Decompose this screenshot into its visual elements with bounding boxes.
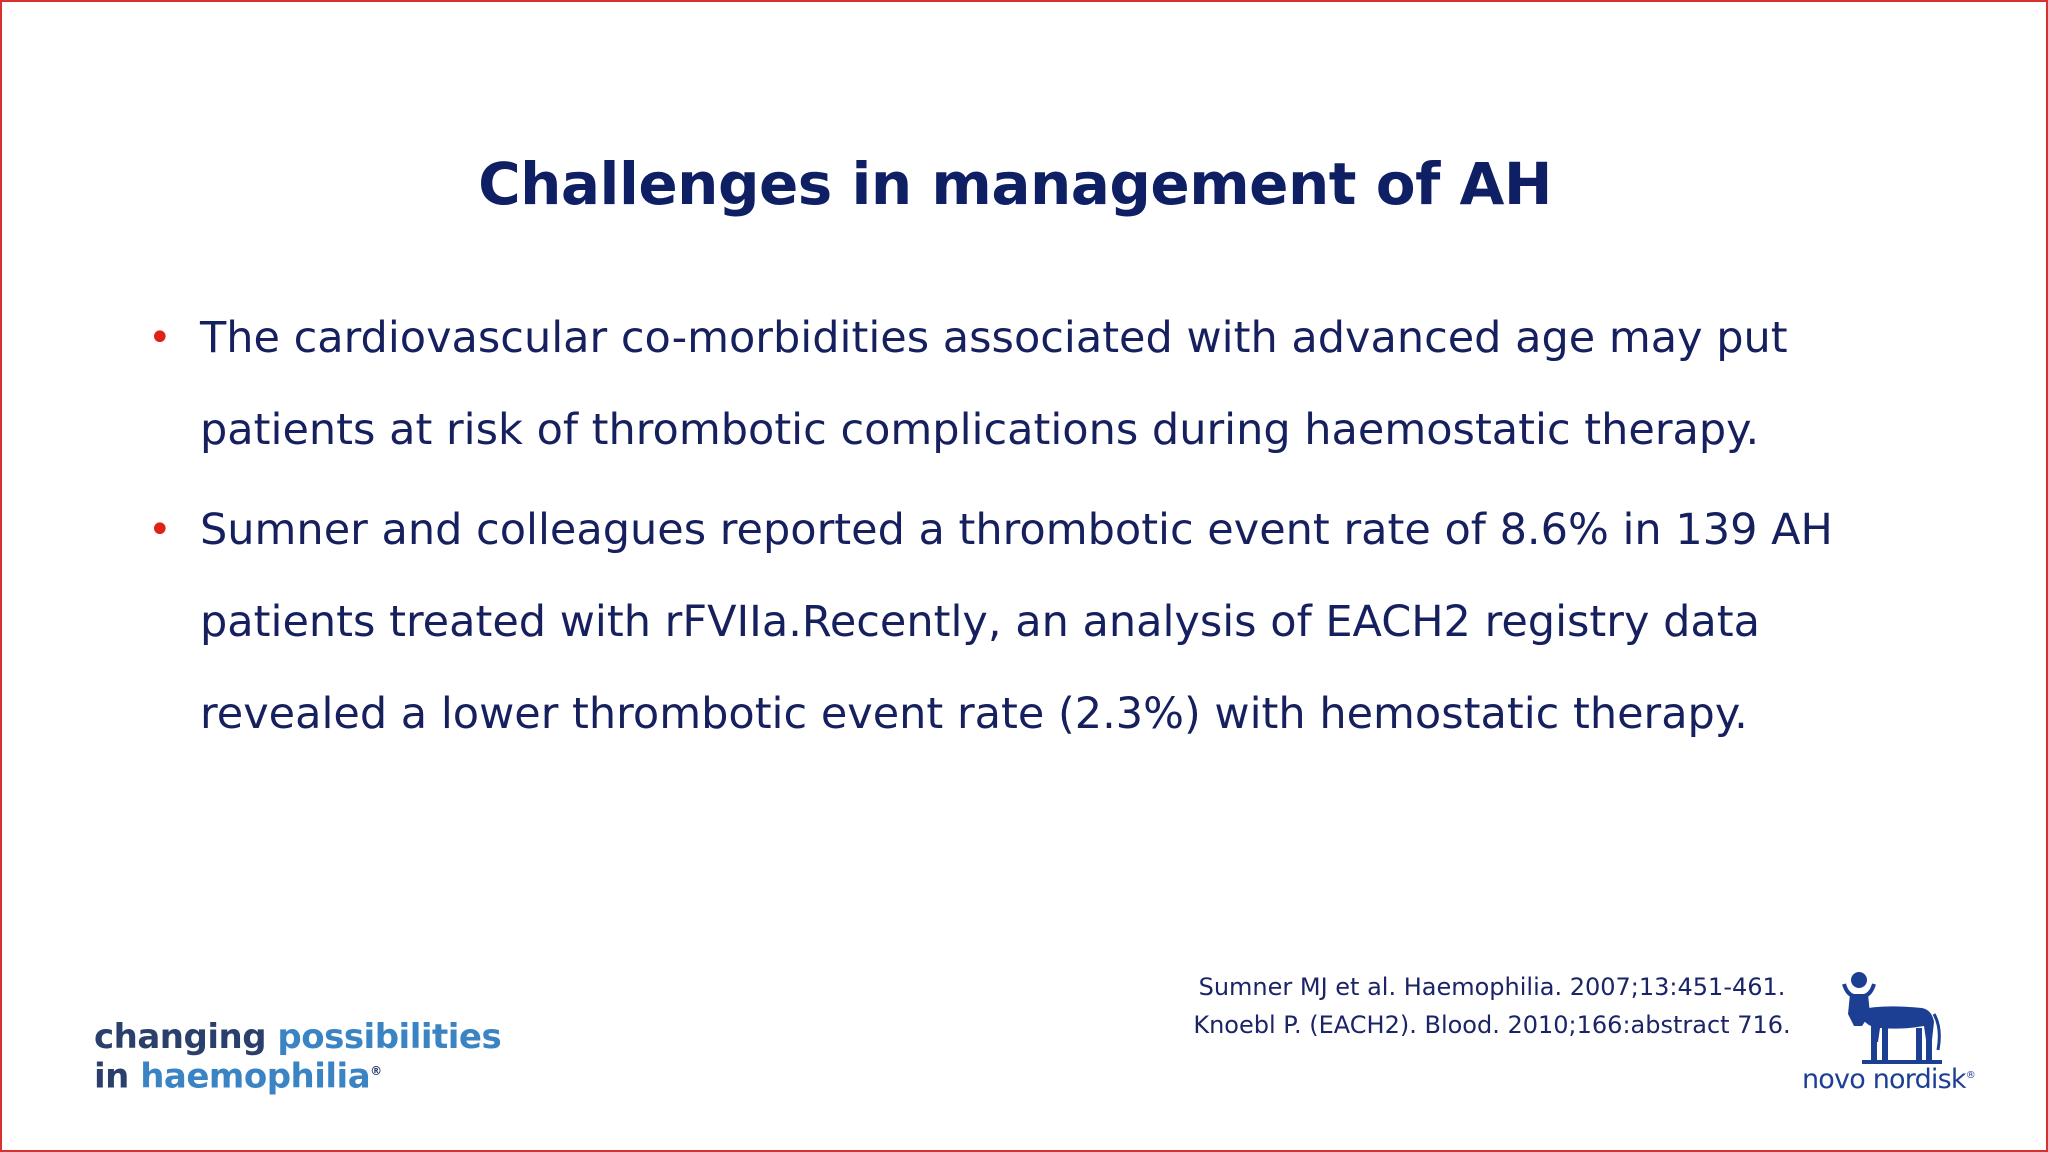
logo-word: possibilities: [277, 1017, 502, 1057]
bullet-text: Sumner and colleagues reported a thrombotic event rate of 8.6% in 139 AH patients treated with rFVIIa.Recently, an analysis of EACH2 registry data revealed a lower thrombotic event rate (2.3%) with hemostatic therapy.: [200, 505, 1833, 739]
references: [1142, 968, 1842, 1044]
bullet-item: [142, 484, 1902, 760]
reference-item: Sumner MJ et al. Haemophilia. 2007;13:451-461.: [1198, 973, 1786, 1001]
bullet-dot-icon: •: [148, 507, 172, 553]
bullet-list: [142, 292, 1902, 768]
slide-title: Challenges in management of AH: [478, 150, 1552, 218]
reference-item: Knoebl P. (EACH2). Blood. 2010;166:abstract 716.: [1193, 1011, 1791, 1039]
logo-text: novo nordisk: [1802, 1064, 1966, 1095]
logo-word: in: [94, 1056, 129, 1097]
registered-mark: ®: [370, 1064, 382, 1078]
bullet-text: The cardiovascular co-morbidities associated with advanced age may put patients at risk of thrombotic complications during haemostatic therapy.: [200, 313, 1788, 455]
novo-nordisk-wordmark: [1802, 1064, 1975, 1095]
bullet-dot-icon: •: [148, 315, 172, 361]
bullet-item: [142, 292, 1902, 476]
changing-possibilities-logo: [94, 1017, 502, 1097]
apis-bull-icon: [1792, 970, 1982, 1070]
logo-word: haemophilia: [140, 1056, 371, 1097]
registered-mark: ®: [1965, 1070, 1975, 1081]
logo-word: changing: [94, 1017, 267, 1057]
